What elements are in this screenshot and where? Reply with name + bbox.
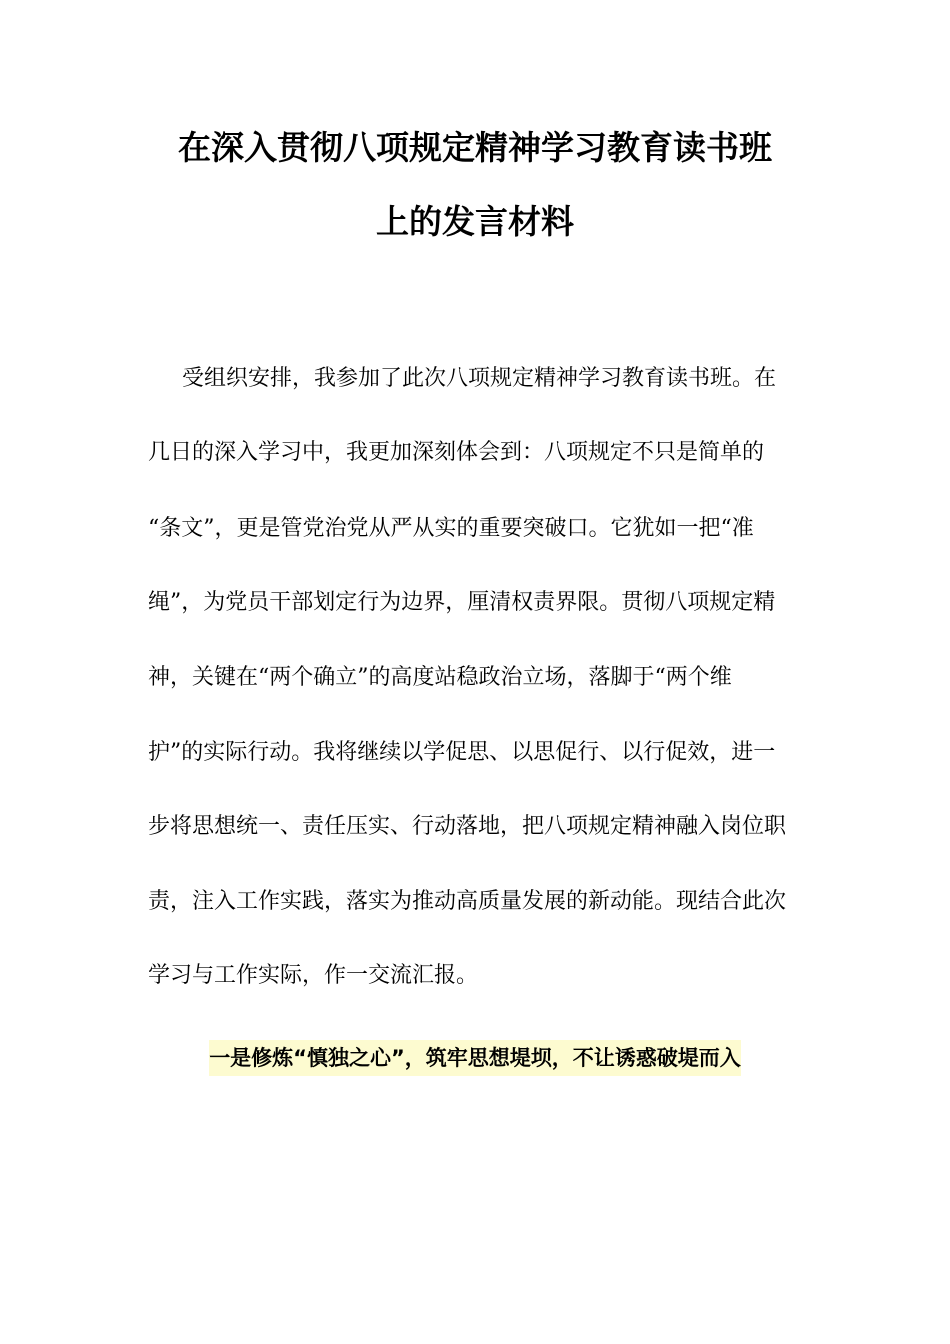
paragraph-line: 绳”，为党员干部划定行为边界，厘清权责界限。贯彻八项规定精 <box>148 590 776 615</box>
paragraph-line: 受组织安排，我参加了此次八项规定精神学习教育读书班。在 <box>182 366 777 391</box>
section-heading: 一是修炼“慎独之心”，筑牢思想堤坝，不让诱惑破堤而入 <box>209 1040 741 1076</box>
paragraph-line: “条文”，更是管党治党从严从实的重要突破口。它犹如一把“准 <box>148 516 754 541</box>
paragraph-line: 学习与工作实际，作一交流汇报。 <box>148 963 479 988</box>
document-title-line-2: 上的发言材料 <box>376 202 574 241</box>
document-title-line-1: 在深入贯彻八项规定精神学习教育读书班 <box>178 128 772 167</box>
paragraph-line: 神，关键在“两个确立”的高度站稳政治立场，落脚于“两个维 <box>148 665 732 690</box>
section-heading-container <box>0 1040 950 1076</box>
paragraph-line: 护”的实际行动。我将继续以学促思、以思促行、以行促效，进一 <box>148 740 776 765</box>
paragraph-line: 责，注入工作实践，落实为推动高质量发展的新动能。现结合此次 <box>148 889 787 914</box>
paragraph-line: 几日的深入学习中，我更加深刻体会到：八项规定不只是简单的 <box>148 440 765 465</box>
paragraph-line: 步将思想统一、责任压实、行动落地，把八项规定精神融入岗位职 <box>148 814 787 839</box>
